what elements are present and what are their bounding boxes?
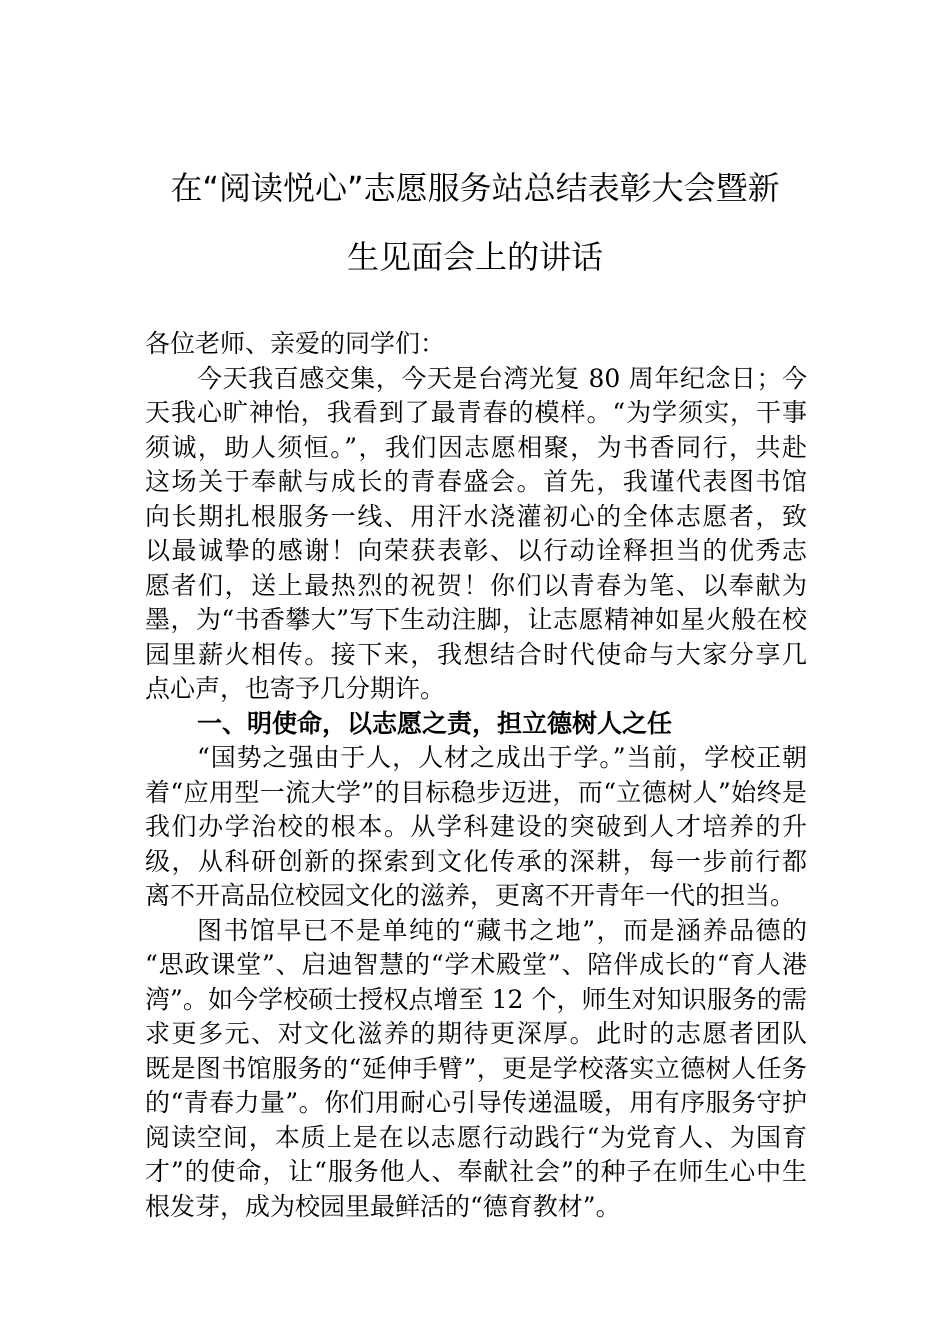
paragraph-line: “思政课堂”、启迪智慧的“学术殿堂”、陪伴成长的“育人港 (145, 950, 807, 979)
paragraph-line: 天我心旷神怡，我看到了最青春的模样。“为学须实，干事 (145, 398, 807, 427)
paragraph-line: 园里薪火相传。接下来，我想结合时代使命与大家分享几 (145, 639, 807, 669)
paragraph-line: 愿者们，送上最热烈的祝贺！你们以青春为笔、以奉献为 (145, 570, 807, 600)
paragraph (145, 914, 807, 1225)
paragraph (145, 741, 807, 914)
paragraph-line: 的“青春力量”。你们用耐心引导传递温暖，用有序服务守护 (145, 1088, 807, 1117)
paragraph-line: 求更多元、对文化滋养的期待更深厚。此时的志愿者团队 (145, 1019, 807, 1048)
document-title-line-1: 在“阅读悦心”志愿服务站总结表彰大会暨新 (170, 169, 780, 207)
paragraph-line: 离不开高品位校园文化的滋养，更离不开青年一代的担当。 (145, 881, 796, 910)
paragraph-line: 着“应用型一流大学”的目标稳步迈进，而“立德树人”始终是 (145, 777, 807, 807)
heading-text: 一、明使命，以志愿之责，担立德树人之任 (197, 708, 673, 738)
paragraph-line: 根发芽，成为校园里最鲜活的“德育教材”。 (145, 1191, 621, 1221)
paragraph-line: 这场关于奉献与成长的青春盛会。首先，我谨代表图书馆 (145, 467, 807, 496)
paragraph-line: “国势之强由于人，人材之成出于学。”当前，学校正朝 (197, 743, 807, 772)
paragraph-line: 既是图书馆服务的“延伸手臂”，更是学校落实立德树人任务 (145, 1053, 807, 1083)
paragraph-line: 级，从科研创新的探索到文化传承的深耕，每一步前行都 (145, 846, 807, 876)
paragraph-line: 图书馆早已不是单纯的“藏书之地”，而是涵养品德的 (197, 915, 807, 945)
paragraph-line: 才”的使命，让“服务他人、奉献社会”的种子在师生心中生 (145, 1157, 807, 1186)
paragraph-line: 点心声，也寄予几分期许。 (145, 674, 446, 703)
document-body (145, 327, 807, 1224)
paragraph (145, 362, 807, 707)
paragraph-line: 湾”。如今学校硕士授权点增至 12 个，师生对知识服务的需 (145, 984, 807, 1014)
paragraph-line: 向长期扎根服务一线、用汗水浇灌初心的全体志愿者，致 (145, 501, 807, 531)
paragraph-line: 我们办学治校的根本。从学科建设的突破到人才培养的升 (145, 812, 807, 841)
paragraph-line: 须诚，助人须恒。”，我们因志愿相聚，为书香同行，共赴 (145, 432, 807, 462)
paragraph-line: 以最诚挚的感谢！向荣获表彰、以行动诠释担当的优秀志 (145, 536, 807, 565)
document-title-line-2: 生见面会上的讲话 (346, 238, 603, 276)
paragraph-line: 墨，为“书香攀大”写下生动注脚，让志愿精神如星火般在校 (145, 605, 807, 634)
section-heading (145, 707, 807, 742)
salutation: 各位老师、亲爱的同学们： (145, 329, 446, 358)
paragraph-line: 阅读空间，本质上是在以志愿行动践行“为党育人、为国育 (145, 1122, 807, 1152)
paragraph-line: 今天我百感交集，今天是台湾光复 80 周年纪念日；今 (197, 363, 807, 393)
